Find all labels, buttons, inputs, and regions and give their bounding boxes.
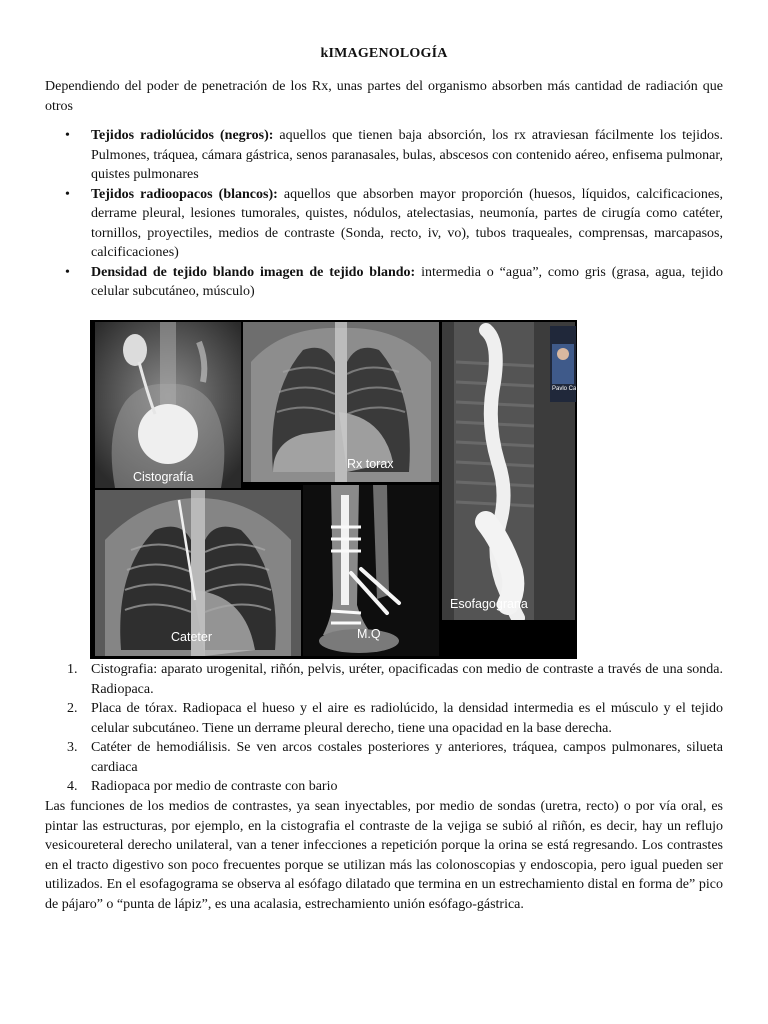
cateter-image [95,490,301,656]
bullet-term: Tejidos radioopacos (blancos): [91,186,278,202]
cistografia-label: Cistografía [133,470,194,484]
numbered-list [45,660,723,797]
list-item [45,738,723,777]
page-title: kIMAGENOLOGÍA [320,46,448,61]
intro-paragraph: Dependiendo del poder de penetración de los Rx, unas partes del organismo absorben más cantidad de radiación que otros [45,79,723,114]
list-item [45,126,723,185]
bullet-list [45,126,723,302]
cistografia-image [95,322,241,488]
list-item [45,185,723,263]
closing-paragraph: Las funciones de los medios de contrastes, ya sean inyectables, por medio de sondas (uretra, recto) o por vía oral, es pintar las estructuras, por ejemplo, en la cistografia el contraste de la vejiga se subió al riñón, es decir, hay un reflujo vesicoureteral derecho unilateral, van a tener infecciones a repetición porque la orina se está regresando. Los contrastes en el tracto digestivo son poco frecuentes porque se utilizan más las colonoscopias y endoscopia, pero igual pueden ser utilizados. En el esofagograma se observa al esófago dilatado que termina en un estrechamiento distal en forma de” pico de pájaro” o “punta de lápiz”, es una acalasia, estrechamiento unión esófago-gástrica. [45,799,723,912]
list-item [45,777,723,797]
list-item [45,263,723,302]
webcam-thumbnail [550,326,576,402]
rx-torax-label: Rx torax [347,457,394,471]
list-item [45,699,723,738]
webcam-name-label: Pavlo Ca [552,386,576,392]
list-number: 3. [67,740,78,755]
bullet-term: Tejidos radiolúcidos (negros): [91,128,274,143]
list-item-text: Cistografia: aparato urogenital, riñón, pelvis, uréter, opacificadas con medio de contraste a través de una sonda. Radiopaca. [91,662,723,697]
cateter-label: Cateter [171,630,212,644]
list-item-text: Radiopaca por medio de contraste con bario [91,779,338,794]
rx-torax-image [243,322,439,482]
bullet-icon: • [65,186,70,202]
bullet-text: aquellos que tienen baja absorción, los rx atraviesan fácilmente los tejidos. Pulmones, tráquea, cámara gástrica, senos paranasales, bulas, abscesos con contenido aéreo, enfisema pulmonar, quistes pulmonares [91,128,723,182]
list-number: 1. [67,662,78,677]
esofagograma-label: Esofagograna [450,597,528,611]
list-item [45,660,723,699]
xray-collage-figure [90,320,577,659]
bullet-text: aquellos que absorben mayor proporción (huesos, líquidos, calcificaciones, derrame pleural, lesiones tumorales, quistes, nódulos, atelectasias, neumonía, partes de cirugía como catéter, tornillos, proyectiles, medios de contraste (Sonda, recto, iv, vo), tubos traqueales, comprensas, marcapasos, calcificaciones) [91,186,723,260]
bullet-term: Densidad de tejido blando imagen de tejido blando: [91,264,416,280]
mq-image [303,485,439,656]
mq-label: M.Q [357,627,381,641]
list-item-text: Placa de tórax. Radiopaca el hueso y el aire es radiolúcido, la densidad intermedia es el músculo y el tejido celular subcutáneo. Tiene un derrame pleural derecho, tiene una opacidad en la base derecha. [91,701,723,736]
bullet-icon: • [65,128,70,143]
list-item-text: Catéter de hemodiálisis. Se ven arcos costales posteriores y anteriores, tráquea, campos pulmonares, silueta cardiaca [91,740,723,775]
bullet-icon: • [65,264,70,280]
bullet-text: intermedia o “agua”, como gris (grasa, agua, tejido celular subcutáneo, músculo) [91,264,723,299]
list-number: 2. [67,701,78,716]
list-number: 4. [67,779,78,794]
